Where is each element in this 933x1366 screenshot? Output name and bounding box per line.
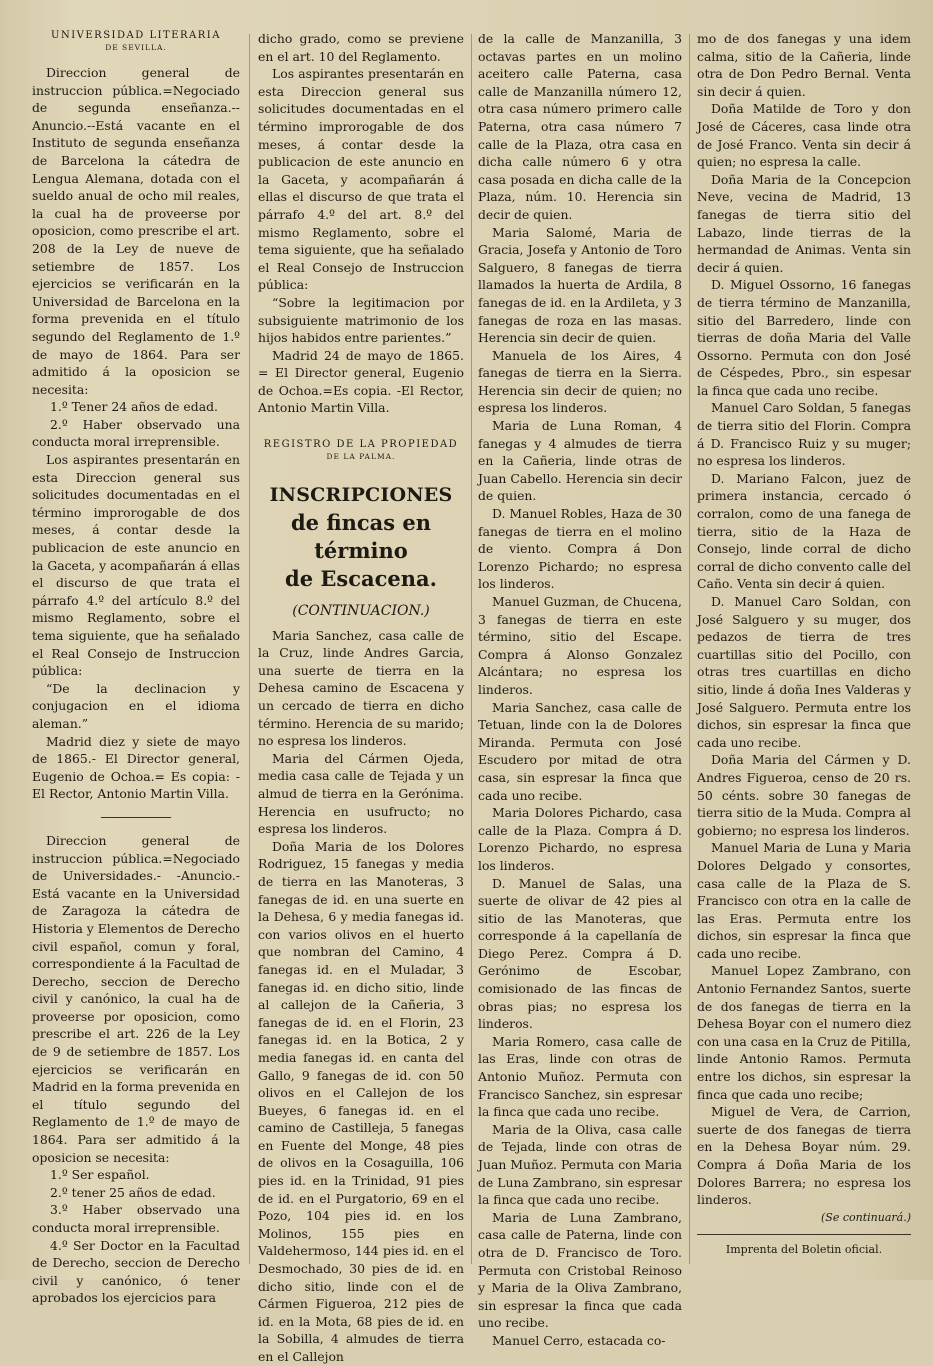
- entry-paragraph: D. Mariano Falcon, juez de primera instancia, cercado ó corralon, como de una fanega de tierra, sitio de la Haza de Consejo, linde corral de dicho corral de dicho convento calle del Caño. Venta sin decir á quien.: [697, 470, 911, 592]
- entry-paragraph: Maria de Luna Roman, 4 fanegas y 4 almudes de tierra en la Cañeria, linde otras de Juan Cabello. Herencia sin decir de quien.: [478, 418, 682, 504]
- notice-quote: “De la declinacion y conjugacion en el idioma aleman.”: [32, 680, 240, 731]
- registry-sub: DE LA PALMA.: [326, 452, 396, 462]
- escacena-title: de Escacena.: [285, 566, 437, 592]
- list-item: 1.º Ser español.: [50, 1167, 150, 1183]
- entry-paragraph: Maria Sanchez, casa calle de la Cruz, linde Andres Garcia, una suerte de tierra en la Dehesa camino de Escacena y un cercado de tierra en dicho término. Herencia de su marido; no espresa los linderos.: [258, 627, 464, 749]
- section-header-title: UNIVERSIDAD LITERARIA: [51, 30, 221, 41]
- entry-paragraph: Maria del Cármen Ojeda, media casa calle de Tejada y un almud de tierra en la Gerónima. Herencia en usufructo; no espresa los linderos.: [258, 750, 464, 837]
- entry-paragraph: Manuel Maria de Luna y Maria Dolores Delgado y consortes, casa calle de la Plaza de S. Francisco con otra en la calle de las Eras. Permuta entre los dichos, sin espresar la finca que cada uno recibe.: [697, 840, 911, 961]
- registry-header: [258, 439, 464, 463]
- registry-title: REGISTRO DE LA PROPIEDAD: [263, 439, 459, 451]
- entry-paragraph: Doña Matilde de Toro y don José de Cáceres, casa linde otra de José Franco. Venta sin decir á quien; no espresa la calle.: [697, 101, 911, 170]
- column-rule: [689, 34, 690, 1264]
- entry-paragraph: Manuel Lopez Zambrano, con Antonio Fernandez Santos, suerte de dos fanegas de tierra en la Dehesa Boyar con el numero diez con una casa en la Cruz de Pitilla, linde Antonio Ramos. Permuta entre los dichos, sin espresar la finca que cada uno recibe;: [697, 963, 911, 1102]
- column-3: [478, 30, 682, 1348]
- entry-paragraph: Maria Salomé, Maria de Gracia, Josefa y Antonio de Toro Salguero, 8 fanegas de tierra llamados la huerta de Ardila, 8 fanegas de id. en la Ardileta, y 3 fanegas de roza en las masas. Herencia sin decir de quien.: [478, 224, 682, 346]
- notice-signature: Madrid 24 de mayo de 1865. = El Director general, Eugenio de Ochoa.=Es copia. -El Rector, Antonio Martin Villa.: [258, 347, 464, 416]
- entry-paragraph: Maria de Luna Zambrano, casa calle de Paterna, linde con otra de D. Francisco de Toro. Permuta con Cristobal Reinoso y Maria de la Oliva Zambrano, sin espresar la finca que cada uno recibe.: [478, 1209, 682, 1331]
- section-header-sub: DE SEVILLA.: [105, 43, 167, 52]
- entry-paragraph: D. Miguel Ossorno, 16 fanegas de tierra término de Manzanilla, sitio del Barredero, linde con tierras de doña Maria del Valle Ossorno. Permuta con don José de Céspedes, Pbro., sin espesar la finca que cada uno recibe.: [697, 277, 911, 398]
- list-item: 3.º Haber observado una conducta moral irreprensible.: [32, 1202, 240, 1235]
- entry-paragraph: D. Manuel Robles, Haza de 30 fanegas de tierra en el molino de viento. Compra á Don Lorenzo Pichardo; no espresa los linderos.: [478, 506, 682, 592]
- notice-paragraph: Direccion general de instruccion pública.=Negociado de Universidades.- -Anuncio.-Está vacante en la Universidad de Zaragoza la cátedra de Historia y Elementos de Derecho civil español, comun y foral, correspondiente á la Facultad de Derecho, seccion de Derecho civil y canónico, la cual ha de proveerse por oposicion, como prescribe el art. 226 de la Ley de 9 de setiembre de 1857. Los ejercicios se verificarán en Madrid en la forma prevenida en el título segundo del Reglamento de 1.º de mayo de 1864. Para ser admitido á la oposicion se necesita:: [32, 832, 240, 1165]
- separator: [101, 817, 171, 818]
- entry-paragraph: Manuel Cerro, estacada co-: [492, 1332, 666, 1348]
- column-4: [697, 30, 911, 1266]
- column-1: [32, 30, 240, 1306]
- notice-paragraph: Los aspirantes presentarán en esta Direccion general sus solicitudes documentadas en el término improrogable de dos meses, á contar desde la publicacion de este anuncio en la Gaceta, y acompañarán á ellas el discurso de que trata el párrafo 4.º del art. 8.º del mismo Reglamento, sobre el tema siguiente, que ha señalado el Real Consejo de Instruccion pública:: [258, 66, 464, 293]
- entry-paragraph: Miguel de Vera, de Carrion, suerte de dos fanegas de tierra en la Dehesa Boyar núm. 29. Compra á Doña Maria de los Dolores Barrera; no espresa los linderos.: [697, 1104, 911, 1208]
- notice-paragraph: Los aspirantes presentarán en esta Direccion general sus solicitudes documentadas en el término improrogable de dos meses, á contar desde la publicacion de este anuncio en la Gaceta, y acompañarán á ellas el discurso de que trata el párrafo 4.º del artículo 8.º del mismo Reglamento, sobre el tema siguiente, que ha señalado el Real Consejo de Instruccion pública:: [32, 452, 240, 679]
- notice-paragraph: Direccion general de instruccion pública.=Negociado de segunda enseñanza.--Anuncio.--Está vacante en el Instituto de segunda enseñanza de Barcelona la cátedra de Lengua Alemana, dotada con el sueldo anual de ocho mil reales, la cual ha de proveerse por oposicion, como prescribe el art. 208 de la Ley de nueve de setiembre de 1857. Los ejercicios se verificarán en la Universidad de Barcelona en la forma prevenida en el título segundo del Reglamento de 1.º de mayo de 1864. Para ser admitido á la oposicion se necesita:: [32, 65, 240, 397]
- imprenta-footer: Imprenta del Boletin oficial.: [697, 1234, 911, 1259]
- entry-paragraph: Maria de la Oliva, casa calle de Tejada, linde con otras de Juan Muñoz. Permuta con Maria de Luna Zambrano, sin espresar la finca que cada uno recibe.: [478, 1121, 682, 1208]
- list-item: 4.º Ser Doctor en la Facultad de Derecho, seccion de Derecho civil y canónico, ó tener aprobados los ejercicios para: [32, 1237, 240, 1306]
- entry-paragraph: Doña Maria del Cármen y D. Andres Figueroa, censo de 20 rs. 50 cénts. sobre 30 fanegas de tierra sitio de la Muda. Compra al gobierno; no espresa los linderos.: [697, 752, 911, 838]
- entry-paragraph: de la calle de Manzanilla, 3 octavas partes en un molino aceitero calle Paterna, casa calle de Manzanilla número 12, otra casa número primero calle Paterna, otra casa número 7 calle de la Plaza, otra casa en dicha calle número 6 y otra casa posada en dicha calle de la Plaza, núm. 10. Herencia sin decir de quien.: [478, 31, 682, 222]
- entry-paragraph: Maria Dolores Pichardo, casa calle de la Plaza. Compra á D. Lorenzo Pichardo, no espresa los linderos.: [478, 805, 682, 873]
- inscripciones-title: INSCRIPCIONES: [269, 484, 453, 507]
- section-header: [32, 30, 240, 54]
- notice-paragraph: dicho grado, como se previene en el art. 10 del Reglamento.: [258, 31, 464, 64]
- continuara-label: (Se continuará.): [821, 1210, 911, 1224]
- list-item: 1.º Tener 24 años de edad.: [50, 399, 218, 415]
- fincas-title: de fincas en término: [290, 510, 432, 564]
- notice-quote: “Sobre la legitimacion por subsiguiente matrimonio de los hijos habidos entre parientes.”: [258, 294, 464, 346]
- entry-paragraph: Manuel Caro Soldan, 5 fanegas de tierra sitio del Florin. Compra á D. Francisco Ruiz y su muger; no espresa los linderos.: [697, 400, 911, 469]
- entry-paragraph: Doña Maria de los Dolores Rodriguez, 15 fanegas y media de tierra en las Manoteras, 3 fanegas de id. en una suerte en la Dehesa, 6 y media fanegas id. con varios olivos en el huerto que nombran del Camino, 4 fanegas id. en el Muladar, 3 fanegas id. en dicho sitio, linde al callejon de la Cañeria, 3 fanegas de id. en el Florin, 23 fanegas id. en la Botica, 2 y media fanegas id. en canta del Gallo, 9 fanegas de id. con 50 olivos en el Callejon de los Bueyes, 6 fanegas id. en el camino de Castilleja, 5 fanegas en Fuente del Monge, 48 pies de olivos en la Cosaguilla, 106 pies id. en la Trinidad, 91 pies de id. en el Purgatorio, 69 en el Pozo, 104 pies id. en los Molinos, 155 pies en Valdehermoso, 144 pies id. en el Desmochado, 30 pies de id. en dicho sitio, linde con el de Cármen Figueroa, 212 pies de id. en la Mota, 68 pies de id. en la Sobilla, 4 almudes de tierra en el Callejon: [258, 838, 464, 1364]
- continuation-label: (CONTINUACION.): [292, 603, 430, 620]
- entry-paragraph: Manuel Guzman, de Chucena, 3 fanegas de tierra en este término, sitio del Escape. Compra á Alonso Gonzalez Alcántara; no espresa los linderos.: [478, 594, 682, 697]
- column-2: [258, 30, 464, 1364]
- entry-paragraph: D. Manuel Caro Soldan, con José Salguero y su muger, dos pedazos de tierra de tres cuartillas sitio del Pocillo, con otras tres cuartillas en dicho sitio, linde á doña Ines Valderas y José Salguero. Permuta entre los dichos, sin espresar la finca que cada uno recibe.: [697, 594, 911, 750]
- list-item: 2.º Haber observado una conducta moral irreprensible.: [32, 416, 240, 450]
- entry-paragraph: Maria Sanchez, casa calle de Tetuan, linde con la de Dolores Miranda. Permuta con José Escudero por mitad de otra casa, sin espresar la finca que cada uno recibe.: [478, 699, 682, 803]
- column-rule: [249, 34, 250, 1264]
- entry-paragraph: Doña Maria de la Concepcion Neve, vecina de Madrid, 13 fanegas de tierra sitio del Labazo, linde tierras de la hermandad de Animas. Venta sin decir á quien.: [697, 171, 911, 275]
- entry-paragraph: Maria Romero, casa calle de las Eras, linde con otras de Antonio Muñoz. Permuta con Francisco Sanchez, sin espresar la finca que cada uno recibe.: [478, 1033, 682, 1120]
- entry-paragraph: Manuela de los Aires, 4 fanegas de tierra en la Sierra. Herencia sin decir de quien; no espresa los linderos.: [478, 347, 682, 416]
- column-rule: [471, 34, 472, 1264]
- entry-paragraph: D. Manuel de Salas, una suerte de olivar de 42 pies al sitio de las Manoteras, que corresponde á la capellanía de Diego Perez. Compra á D. Gerónimo de Escobar, comisionado de las fincas de obras pias; no espresa los linderos.: [478, 875, 682, 1032]
- notice-signature: Madrid diez y siete de mayo de 1865.- El Director general, Eugenio de Ochoa.= Es copia: - El Rector, Antonio Martin Villa.: [32, 733, 240, 802]
- entry-paragraph: mo de dos fanegas y una idem calma, sitio de la Cañeria, linde otra de Don Pedro Bernal. Venta sin decir á quien.: [697, 31, 911, 99]
- list-item: 2.º tener 25 años de edad.: [50, 1184, 216, 1200]
